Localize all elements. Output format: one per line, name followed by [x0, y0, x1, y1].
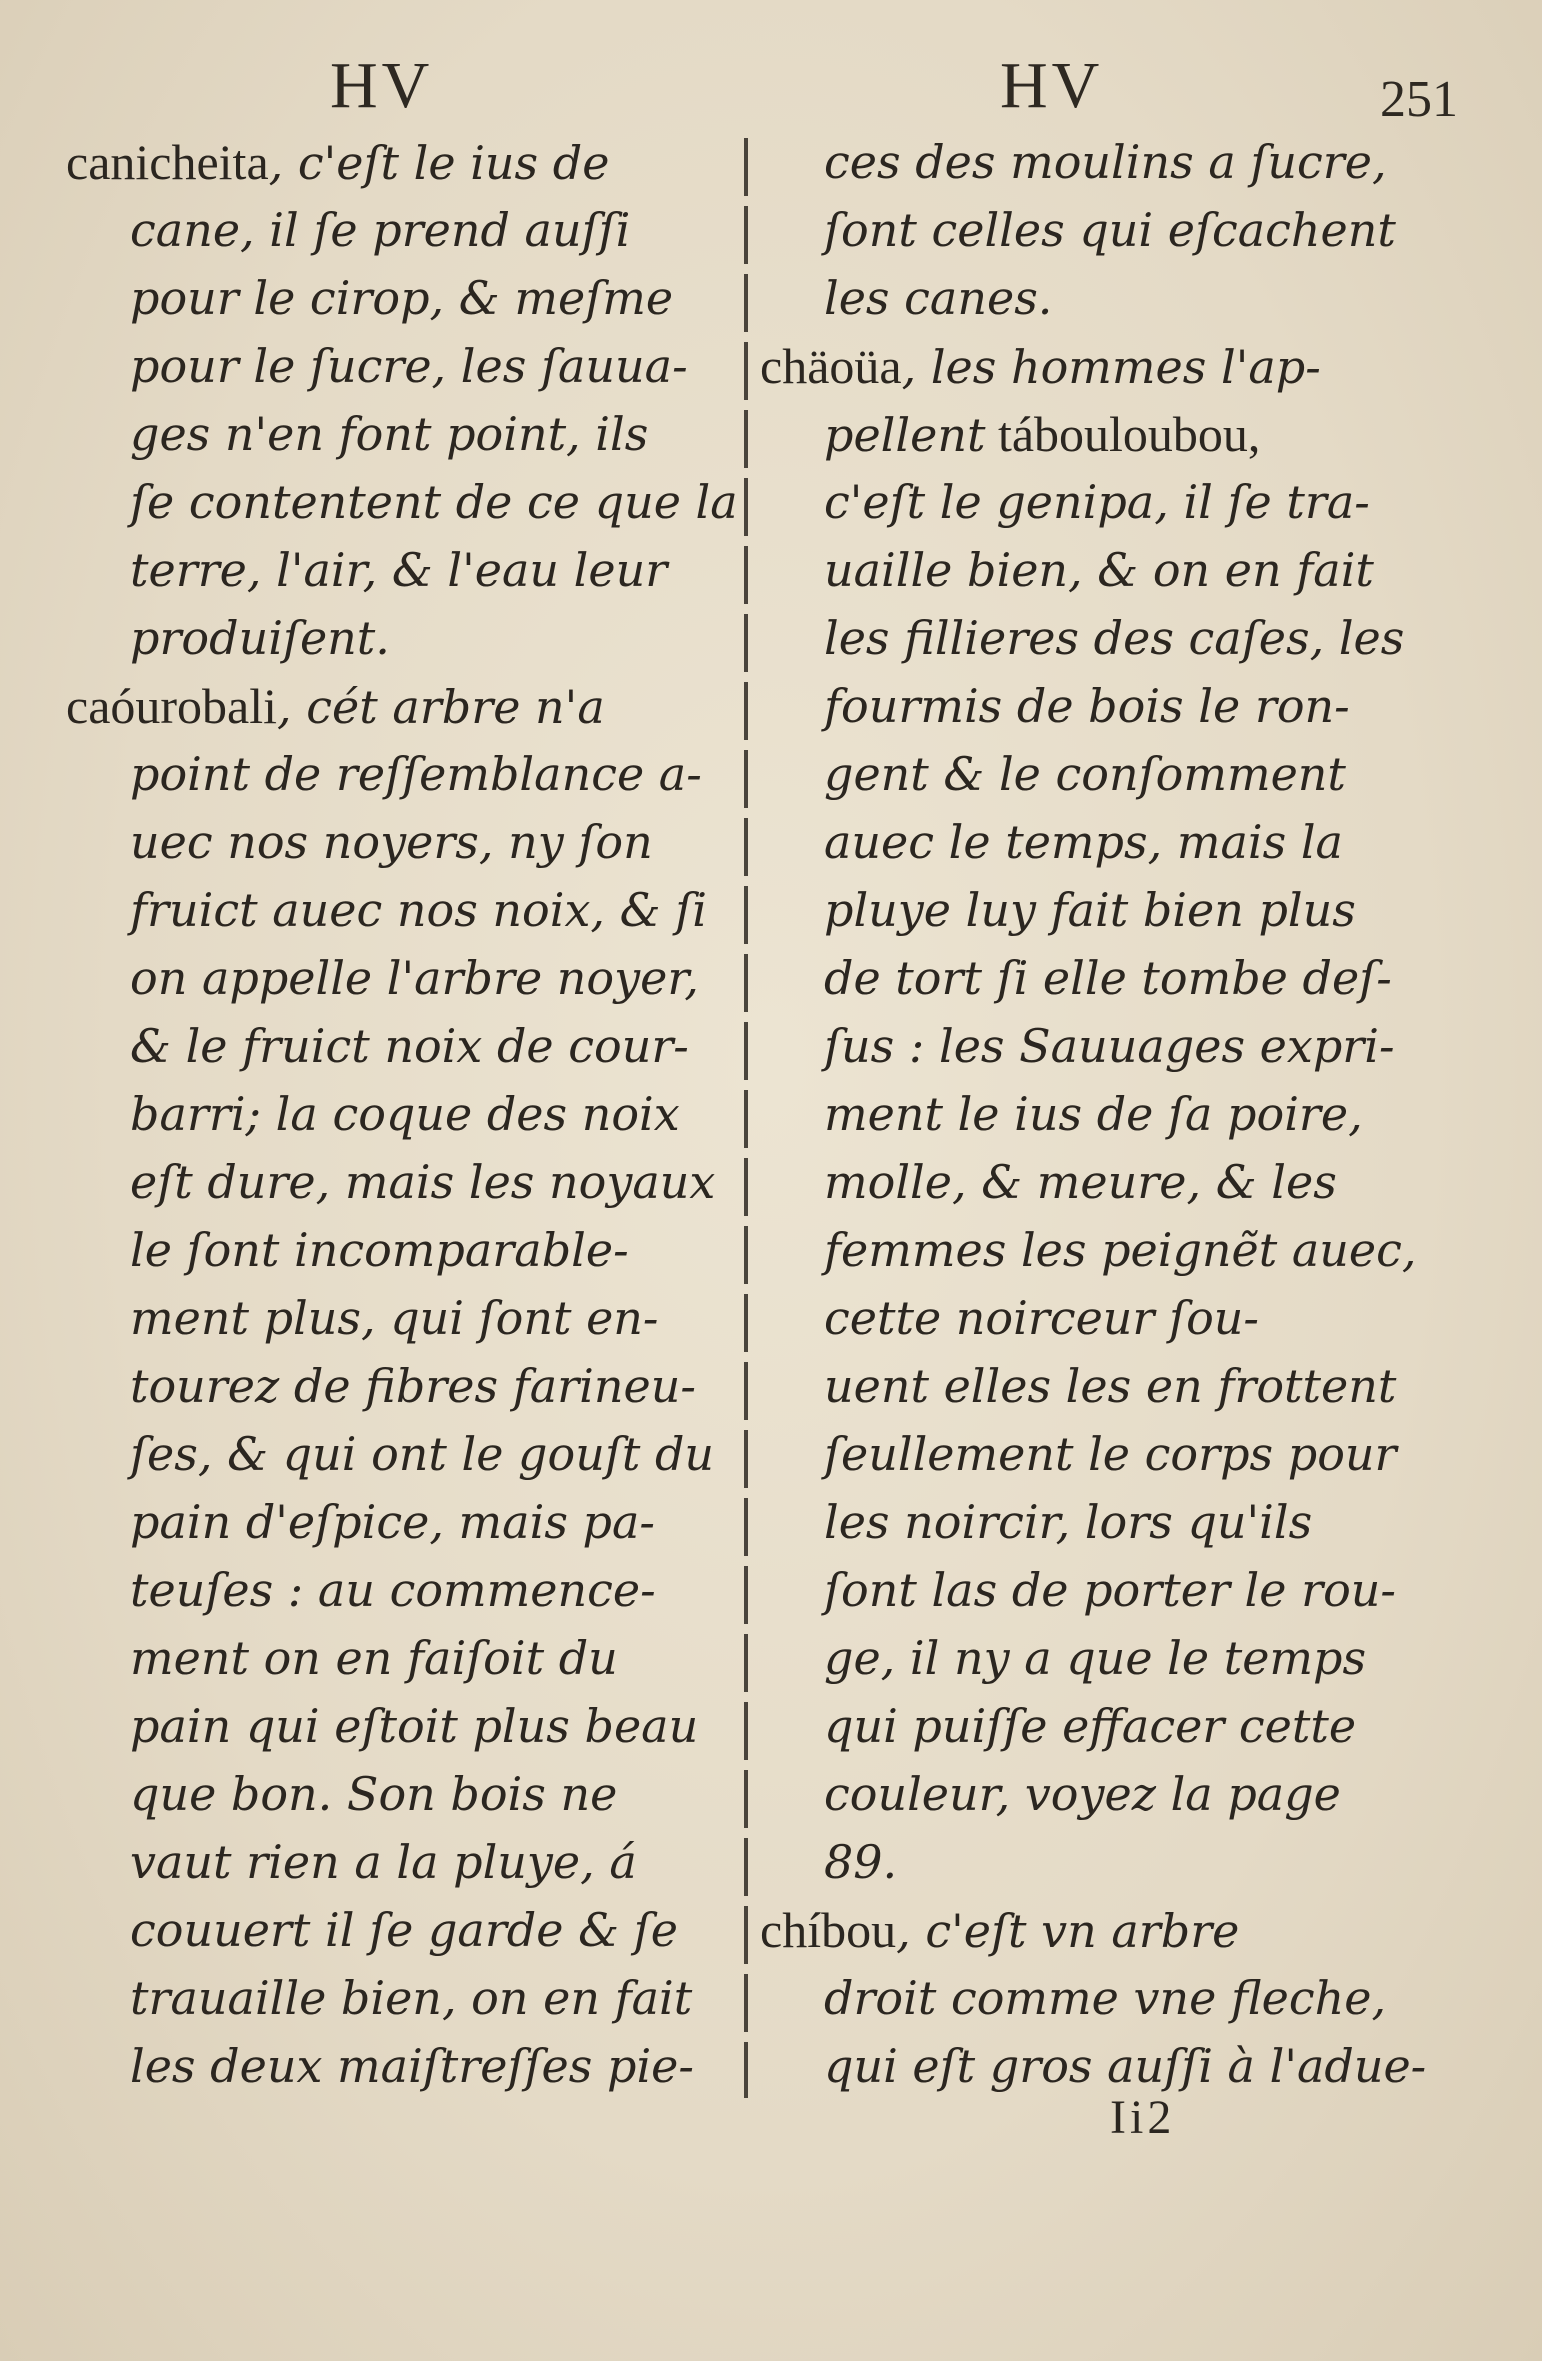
line-text: ſont celles qui eſcachent	[824, 203, 1396, 257]
text-line	[66, 1012, 746, 1080]
text-line	[66, 1624, 746, 1692]
text-line	[760, 1080, 1470, 1148]
text-line	[760, 128, 1470, 196]
line-text: qui eſt gros auſſi à l'adue-	[824, 2039, 1427, 2093]
text-line	[66, 332, 746, 400]
line-text: les deux maiſtreſſes pie-	[130, 2039, 694, 2093]
line-text: ge, il ny a que le temps	[824, 1631, 1367, 1685]
text-line	[760, 672, 1470, 740]
left-text-column	[66, 128, 746, 2100]
line-text: tourez de fibres farineu-	[130, 1359, 696, 1413]
line-text: couleur, voyez la page	[824, 1767, 1341, 1821]
line-text: qui puiſſe effacer cette	[824, 1699, 1357, 1753]
entry-headword-line	[66, 128, 746, 196]
line-text: , les hommes l'ap-	[901, 340, 1321, 394]
line-text: ſe contentent de ce que la	[130, 475, 738, 529]
text-line	[760, 536, 1470, 604]
text-line	[66, 468, 746, 536]
text-line	[66, 944, 746, 1012]
entry-headword-line	[760, 332, 1470, 400]
line-text: trauaille bien, on en fait	[130, 1971, 693, 2025]
line-text: , c'eſt vn arbre	[896, 1904, 1240, 1958]
running-head-right: HV	[1000, 49, 1104, 122]
text-line	[66, 1556, 746, 1624]
text-line	[66, 264, 746, 332]
text-line	[66, 536, 746, 604]
line-text: pluye luy fait bien plus	[824, 883, 1356, 937]
text-line	[66, 196, 746, 264]
line-text: molle, & meure, & les	[824, 1155, 1337, 1209]
text-line	[760, 1352, 1470, 1420]
text-line	[66, 740, 746, 808]
line-text: uent elles les en frottent	[824, 1359, 1397, 1413]
line-text: pain qui eſtoit plus beau	[130, 1699, 699, 1753]
text-line	[66, 1488, 746, 1556]
text-line	[760, 1420, 1470, 1488]
line-text: , c'eſt le ius de	[268, 136, 610, 190]
line-text: gent & le conſomment	[824, 747, 1346, 801]
entry-headword-line	[760, 1896, 1470, 1964]
line-text: fourmis de bois le ron-	[824, 679, 1350, 733]
text-line	[66, 400, 746, 468]
text-line	[66, 876, 746, 944]
line-text: les canes.	[824, 271, 1053, 325]
line-text: ment le ius de ſa poire,	[824, 1087, 1363, 1141]
text-line	[66, 1760, 746, 1828]
text-line	[66, 604, 746, 672]
line-text: les noircir, lors qu'ils	[824, 1495, 1313, 1549]
text-line	[760, 1148, 1470, 1216]
line-text: produiſent.	[130, 611, 390, 665]
line-text: 89.	[824, 1835, 898, 1889]
line-text: ces des moulins a ſucre,	[824, 135, 1387, 189]
text-line	[66, 1896, 746, 1964]
line-text: uec nos noyers, ny ſon	[130, 815, 653, 869]
line-text: de tort ſi elle tombe deſ-	[824, 951, 1392, 1005]
text-line	[66, 1420, 746, 1488]
entry-headword: canicheita	[66, 134, 269, 190]
text-line	[66, 1216, 746, 1284]
entry-headword-line	[66, 672, 746, 740]
line-text: le ſont incomparable-	[130, 1223, 629, 1277]
text-line	[760, 1012, 1470, 1080]
text-line	[66, 1964, 746, 2032]
line-text: uaille bien, & on en fait	[824, 543, 1374, 597]
line-text: ſont las de porter le rou-	[824, 1563, 1396, 1617]
native-term: tábouloubou,	[985, 406, 1261, 462]
line-text: on appelle l'arbre noyer,	[130, 951, 699, 1005]
text-line	[760, 400, 1470, 468]
line-text: point de reſſemblance a-	[130, 747, 702, 801]
line-text: eſt dure, mais les noyaux	[130, 1155, 716, 1209]
text-line	[760, 740, 1470, 808]
text-line	[760, 1284, 1470, 1352]
text-line	[66, 2032, 746, 2100]
text-line	[760, 196, 1470, 264]
text-line	[66, 1080, 746, 1148]
column-divider-rule	[744, 138, 748, 2098]
text-line	[760, 264, 1470, 332]
line-text: pellent	[824, 408, 986, 462]
text-line	[760, 1828, 1470, 1896]
text-line	[760, 876, 1470, 944]
line-text: & le fruict noix de cour-	[130, 1019, 689, 1073]
text-line	[760, 1760, 1470, 1828]
right-text-column	[760, 128, 1470, 2100]
text-line	[66, 1284, 746, 1352]
text-line	[760, 1624, 1470, 1692]
line-text: ment plus, qui ſont en-	[130, 1291, 659, 1345]
line-text: vaut rien a la pluye, á	[130, 1835, 637, 1889]
text-line	[66, 1692, 746, 1760]
text-line	[760, 1692, 1470, 1760]
line-text: ſes, & qui ont le gouſt du	[130, 1427, 715, 1481]
line-text: ſus : les Sauuages expri-	[824, 1019, 1395, 1073]
line-text: femmes les peignẽt auec,	[824, 1223, 1417, 1277]
line-text: couuert il ſe garde & ſe	[130, 1903, 678, 1957]
entry-headword: chíbou	[760, 1902, 897, 1958]
text-line	[760, 1556, 1470, 1624]
line-text: les fillieres des caſes, les	[824, 611, 1405, 665]
text-line	[760, 1488, 1470, 1556]
line-text: auec le temps, mais la	[824, 815, 1343, 869]
text-line	[760, 604, 1470, 672]
running-head-left: HV	[330, 49, 434, 122]
text-line	[66, 1148, 746, 1216]
text-line	[66, 1828, 746, 1896]
line-text: que bon. Son bois ne	[130, 1767, 618, 1821]
text-line	[66, 808, 746, 876]
line-text: pour le cirop, & meſme	[130, 271, 674, 325]
text-line	[760, 468, 1470, 536]
line-text: cette noirceur ſou-	[824, 1291, 1259, 1345]
line-text: fruict auec nos noix, & ſi	[130, 883, 707, 937]
line-text: ſeullement le corps pour	[824, 1427, 1397, 1481]
entry-headword: chäoüa	[760, 338, 902, 394]
text-line	[760, 808, 1470, 876]
text-line	[760, 1964, 1470, 2032]
line-text: cane, il ſe prend auſſi	[130, 203, 631, 257]
line-text: pain d'eſpice, mais pa-	[130, 1495, 655, 1549]
line-text: c'eſt le genipa, il ſe tra-	[824, 475, 1370, 529]
line-text: ment on en faiſoit du	[130, 1631, 618, 1685]
text-line	[760, 1216, 1470, 1284]
text-line	[66, 1352, 746, 1420]
line-text: , cét arbre n'a	[277, 680, 605, 734]
line-text: droit comme vne fleche,	[824, 1971, 1387, 2025]
text-line	[760, 944, 1470, 1012]
page-number: 251	[1380, 71, 1458, 128]
line-text: barri; la coque des noix	[130, 1087, 680, 1141]
line-text: teuſes : au commence-	[130, 1563, 656, 1617]
line-text: terre, l'air, & l'eau leur	[130, 543, 668, 597]
line-text: pour le ſucre, les ſauua-	[130, 339, 688, 393]
entry-headword: caóurobali	[66, 678, 278, 734]
signature-mark: Ii2	[1110, 2091, 1176, 2144]
line-text: ges n'en font point, ils	[130, 407, 649, 461]
